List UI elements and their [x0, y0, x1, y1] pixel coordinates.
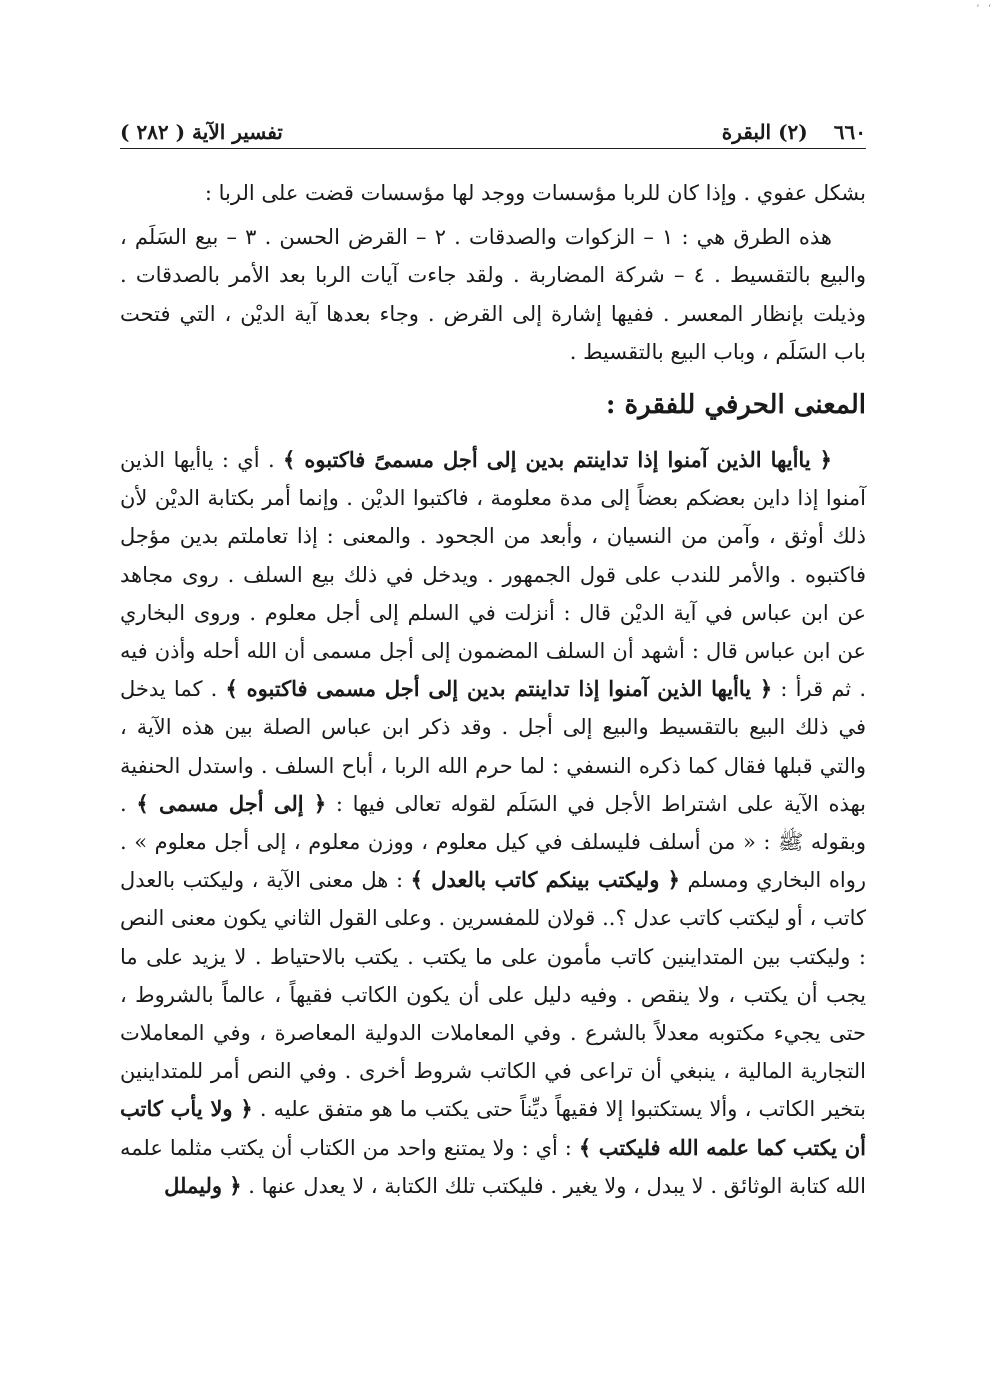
section-heading: المعنى الحرفي للفقرة : — [605, 390, 866, 421]
paragraph-intro: بشكل عفوي . وإذا كان للربا مؤسسات ووجد لها مؤسسات قضت على الربا : — [204, 181, 866, 205]
commentary-text: . أي : ياأيها الذين آمنوا إذا داين بعضكم بعضاً إلى مدة معلومة ، فاكتبوا الديْن . وإنما أمر بكتابة الديْن لأن ذلك أوثق ، وآمن من النسيان ، وأبعد من الجحود . والمعنى : إذا تعاملتم بدين مؤجل فاكتبوه . والأمر للندب على قول الجمهور . ويدخل في ذلك بيع السلف . روى مجاهد عن ابن عباس في آية الديْن قال : أنزلت في السلم إلى أجل معلوم . وروى البخاري عن ابن عباس قال : أشهد أن السلف المضمون إلى أجل مسمى أن الله أحله وأذن فيه . ثم قرأ : — [120, 448, 866, 702]
quran-verse: ﴿ وليكتب بينكم كاتب بالعدل ﴾ — [410, 867, 680, 893]
commentary-text: . كما يدخل في ذلك البيع بالتقسيط والبيع إلى أجل . وقد ذكر ابن عباس الصلة بين هذه الآية ، والتي قبلها فقال كما ذكره النسفي : لما حرم الله الربا ، أباح السلف . واستدل الحنفية بهذه الآية على اشتراط الأجل في السَلَم لقوله تعالى فيها : — [120, 677, 866, 816]
paragraph-methods: هذه الطرق هي : ١ – الزكوات والصدقات . ٢ – القرض الحسن . ٣ – بيع السَلَم ، والبيع بالتقسيط . ٤ – شركة المضاربة . ولقد جاءت آيات الربا بعد الأمر بالصدقات . وذيلت بإنظار المعسر . ففيها إشارة إلى القرض . وجاء بعدها آية الديْن ، التي فتحت باب السَلَم ، وباب البيع بالتقسيط . — [120, 225, 866, 364]
header-title: تفسير الآية ( ٢٨٢ ) — [120, 120, 283, 144]
quran-verse: ﴿ ولا يأب كاتب أن يكتب كما علمه الله فليكتب ﴾ — [120, 1096, 866, 1160]
header-right-group — [722, 120, 866, 144]
commentary-text: . وبقوله ﷺ : « من أسلف فليسلف في كيل معلوم ، ووزن معلوم ، إلى أجل معلوم » . رواه البخاري ومسلم — [120, 791, 866, 893]
quran-verse: ﴿ وليملل — [164, 1172, 242, 1198]
surah-label: (٢) البقرة — [721, 120, 808, 144]
page-body — [120, 174, 866, 1205]
corner-mark: ʻ ʻ — [976, 4, 994, 14]
paragraph-meaning — [120, 441, 866, 1205]
quran-verse: ﴿ ياأيها الذين آمنوا إذا تداينتم بدين إلى أجل مسمى فاكتبوه ﴾ — [225, 676, 773, 702]
commentary-text: : هل معنى الآية ، وليكتب بالعدل كاتب ، أو ليكتب كاتب عدل ؟.. قولان للمفسرين . وعلى القول الثاني يكون معنى النص : وليكتب بين المتداينين كاتب مأمون على ما يكتب . يكتب بالاحتياط . لا يزيد على ما يجب أن يكتب ، ولا ينقص . وفيه دليل على أن يكون الكاتب فقيهاً ، عالماً بالشروط ، حتى يجيء مكتوبه معدلاً بالشرع . وفي المعاملات الدولية المعاصرة ، وفي المعاملات التجارية المالية ، ينبغي أن تراعى في الكاتب شروط أخرى . وفي النص أمر للمتداينين بتخير الكاتب ، وألا يستكتبوا إلا فقيهاً ديِّناً حتى يكتب ما هو متفق عليه . — [120, 868, 867, 1122]
commentary-text: : أي : ولا يمتنع واحد من الكتاب أن يكتب مثلما علمه الله كتابة الوثائق . لا يبدل ، ولا يغير . فليكتب تلك الكتابة ، لا يعدل عنها . — [120, 1135, 866, 1198]
running-header — [120, 113, 866, 149]
quran-verse: ﴿ إلى أجل مسمى ﴾ — [136, 790, 327, 816]
quran-verse: ﴿ ياأيها الذين آمنوا إذا تداينتم بدين إلى أجل مسمىً فاكتبوه ﴾ — [283, 447, 832, 473]
page-number: ٦٦٠ — [833, 120, 866, 144]
